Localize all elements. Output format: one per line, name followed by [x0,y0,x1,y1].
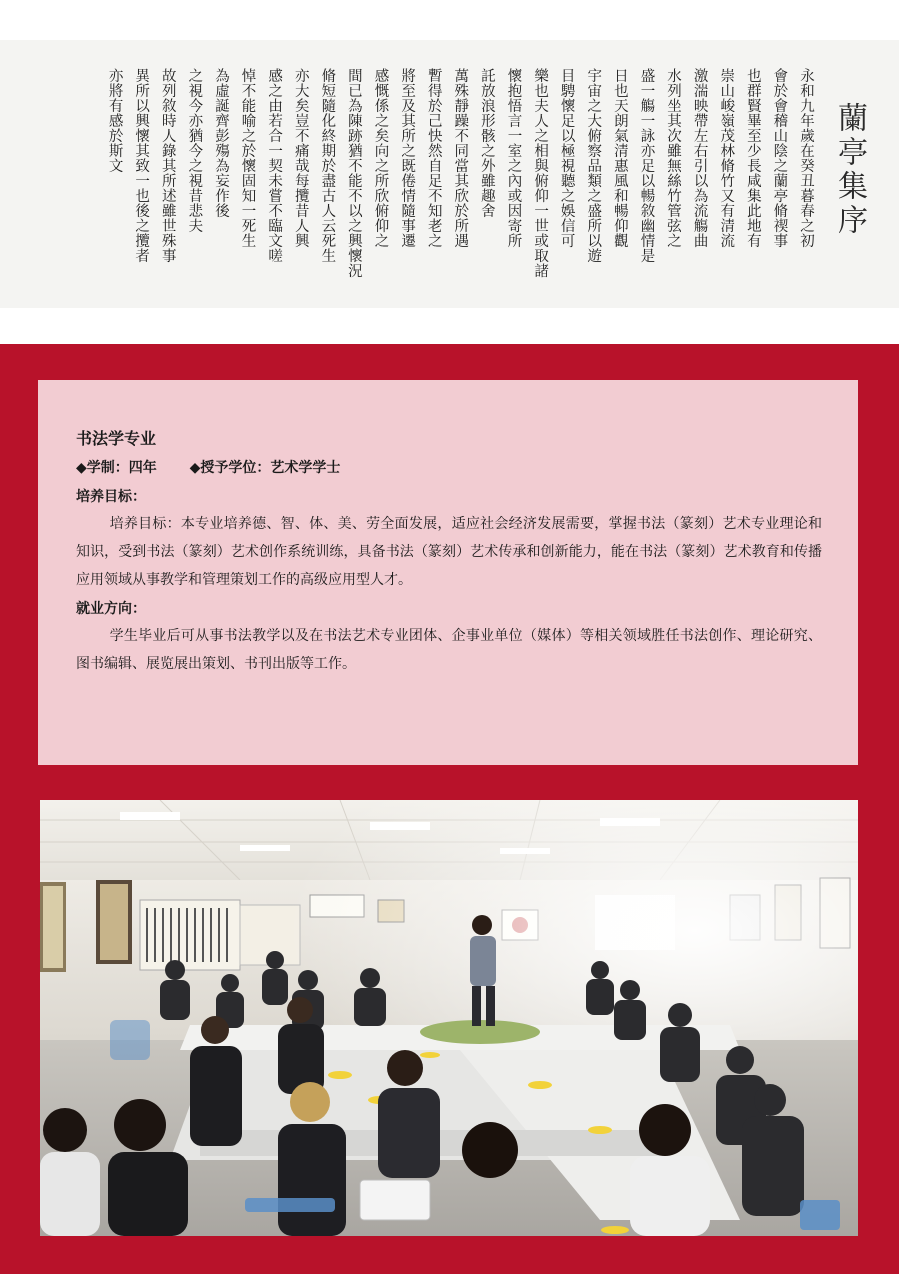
scroll-column: 託放浪形骸之外雖趣舍 [478,68,495,218]
scroll-column: 悼不能喻之於懷固知一死生 [239,68,256,248]
major-title: 书法学专业 [76,429,157,448]
scroll-column: 感慨係之矣向之所欣俯仰之 [372,68,389,248]
scroll-column: 樂也夫人之相與俯仰一世或取諸 [532,68,549,278]
program-meta [76,454,822,482]
degree-label: ◆授予学位：艺术学学士 [189,460,341,476]
scroll-column: 亦將有感於斯文 [106,68,123,173]
goal-heading: 培养目标： [76,489,146,505]
scroll-column: 之視今亦猶今之視昔悲夫 [186,68,203,233]
scroll-column: 永和九年歲在癸丑暮春之初 [798,68,814,248]
scroll-column: 目騁懷足以極視聽之娛信可 [558,68,575,248]
program-info-box [38,380,858,765]
scroll-column: 會於會稽山陰之蘭亭脩禊事 [771,68,788,248]
scroll-column: 異所以興懷其致一也後之攬者 [133,68,150,263]
scroll-column: 脩短隨化終期於盡古人云死生 [319,68,336,263]
classroom-photo [40,800,858,1236]
career-text: 学生毕业后可从事书法教学以及在书法艺术专业团体、企事业单位（媒体）等相关领域胜任书法创作、理论研究、图书编辑、展览展出策划、书刊出版等工作。 [76,628,822,672]
scroll-column: 水列坐其次雖無絲竹管弦之 [665,68,682,248]
scroll-column: 激湍映帶左右引以為流觴曲 [691,68,708,248]
scroll-column: 故列敘時人錄其所述雖世殊事 [159,68,176,263]
scroll-columns [19,68,819,308]
calligraphy-scroll [0,40,899,308]
scroll-column: 日也天朗氣清惠風和暢仰觀 [611,68,628,248]
scroll-column: 間已為陳跡猶不能不以之興懷況 [345,68,362,278]
scroll-column: 懷抱悟言一室之內或因寄所 [505,68,522,248]
scroll-column: 宇宙之大俯察品類之盛所以遊 [585,68,602,263]
scroll-column: 崇山峻嶺茂林脩竹又有清流 [718,68,735,248]
scroll-column: 也群賢畢至少長咸集此地有 [744,68,761,248]
scroll-column: 感之由若合一契未嘗不臨文嗟 [266,68,283,263]
duration-label: ◆学制：四年 [76,460,157,476]
scroll-title: 蘭亭集序 [832,102,867,238]
career-heading: 就业方向： [76,601,146,617]
classroom-photo-image [40,800,858,1236]
scroll-column: 將至及其所之既倦情隨事遷 [399,68,416,248]
goal-text: 培养目标：本专业培养德、智、体、美、劳全面发展，适应社会经济发展需要，掌握书法（篆刻）艺术专业理论和知识，受到书法（篆刻）艺术创作系统训练，具备书法（篆刻）艺术传承和创新能力，能在书法（篆刻）艺术教育和传播应用领域从事教学和管理策划工作的高级应用型人才。 [76,516,822,588]
scroll-column: 亦大矣豈不痛哉每攬昔人興 [292,68,309,248]
scroll-column: 暫得於己快然自足不知老之 [425,68,442,248]
scroll-column: 萬殊靜躁不同當其欣於所遇 [452,68,469,248]
scroll-column: 為虛誕齊彭殤為妄作後 [212,68,229,218]
scroll-column: 盛一觴一詠亦足以暢敘幽情是 [638,68,655,263]
